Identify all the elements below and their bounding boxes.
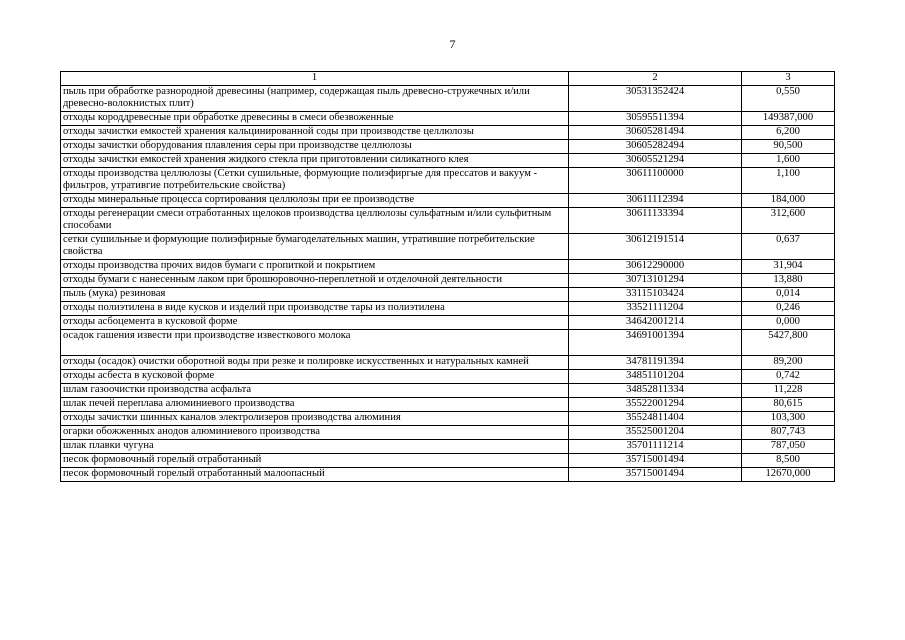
waste-name: отходы зачистки шинных каналов электролизеров производства алюминия xyxy=(61,412,569,426)
table-row xyxy=(61,426,835,440)
waste-name: отходы зачистки оборудования плавления серы при производстве целлюлозы xyxy=(61,140,569,154)
waste-code: 30611112394 xyxy=(569,194,742,208)
waste-amount: 11,228 xyxy=(742,384,835,398)
waste-code: 33115103424 xyxy=(569,288,742,302)
waste-code: 35715001494 xyxy=(569,454,742,468)
page-number: 7 xyxy=(449,37,456,51)
table-row xyxy=(61,168,835,194)
waste-amount: 6,200 xyxy=(742,126,835,140)
waste-name: отходы зачистки емкостей хранения кальцинированной соды при производстве целлюлозы xyxy=(61,126,569,140)
waste-amount: 0,742 xyxy=(742,370,835,384)
table-row xyxy=(61,126,835,140)
waste-name: отходы асбеста в кусковой форме xyxy=(61,370,569,384)
waste-amount: 0,246 xyxy=(742,302,835,316)
waste-table xyxy=(60,71,835,482)
waste-amount: 89,200 xyxy=(742,356,835,370)
waste-amount: 0,550 xyxy=(742,86,835,112)
table-row xyxy=(61,356,835,370)
table-row xyxy=(61,288,835,302)
table-row xyxy=(61,316,835,330)
waste-amount: 31,904 xyxy=(742,260,835,274)
table-row xyxy=(61,370,835,384)
waste-code: 30595511394 xyxy=(569,112,742,126)
table-row xyxy=(61,330,835,356)
table-row xyxy=(61,398,835,412)
waste-amount: 5427,800 xyxy=(742,330,835,356)
waste-name: отходы производства целлюлозы (Сетки сушильные, формующие полиэфиргые для прессатов и вакуум - фильтров, утративгие потребительские свойства) xyxy=(61,168,569,194)
waste-amount: 8,500 xyxy=(742,454,835,468)
table-row xyxy=(61,140,835,154)
waste-code: 34851101204 xyxy=(569,370,742,384)
waste-name: песок формовочный горелый отработанный малоопасный xyxy=(61,468,569,482)
waste-name: отходы короддревесные при обработке древесины в смеси обезвоженные xyxy=(61,112,569,126)
waste-code: 30612191514 xyxy=(569,234,742,260)
waste-name: отходы минеральные процесса сортирования целлюлозы при ее производстве xyxy=(61,194,569,208)
waste-amount: 1,100 xyxy=(742,168,835,194)
waste-amount: 80,615 xyxy=(742,398,835,412)
table-header-row xyxy=(61,72,835,86)
table-row xyxy=(61,454,835,468)
waste-amount: 12670,000 xyxy=(742,468,835,482)
waste-name: шлам газоочистки производства асфальта xyxy=(61,384,569,398)
table-row xyxy=(61,154,835,168)
waste-amount: 13,880 xyxy=(742,274,835,288)
table-row xyxy=(61,384,835,398)
waste-code: 30713101294 xyxy=(569,274,742,288)
waste-amount: 807,743 xyxy=(742,426,835,440)
table-row xyxy=(61,302,835,316)
waste-code: 34852811334 xyxy=(569,384,742,398)
waste-code: 34781191394 xyxy=(569,356,742,370)
waste-amount: 0,637 xyxy=(742,234,835,260)
waste-name: песок формовочный горелый отработанный xyxy=(61,454,569,468)
waste-code: 34691001394 xyxy=(569,330,742,356)
waste-amount: 787,050 xyxy=(742,440,835,454)
waste-name: пыль при обработке разнородной древесины (например, содержащая пыль древесно-стружечных и/или древесно-волокнистых плит) xyxy=(61,86,569,112)
table-row xyxy=(61,274,835,288)
waste-amount: 103,300 xyxy=(742,412,835,426)
waste-amount: 312,600 xyxy=(742,208,835,234)
table-row xyxy=(61,468,835,482)
waste-name: отходы регенерации смеси отработанных щелоков производства целлюлозы сульфатным и/или сульфитным способами xyxy=(61,208,569,234)
waste-code: 30611100000 xyxy=(569,168,742,194)
waste-name: шлак печей переплава алюминиевого производства xyxy=(61,398,569,412)
waste-amount: 149387,000 xyxy=(742,112,835,126)
table-row xyxy=(61,86,835,112)
waste-amount: 90,500 xyxy=(742,140,835,154)
waste-code: 30531352424 xyxy=(569,86,742,112)
waste-code: 35715001494 xyxy=(569,468,742,482)
table-row xyxy=(61,208,835,234)
table-row xyxy=(61,112,835,126)
waste-name: шлак плавки чугуна xyxy=(61,440,569,454)
table-row xyxy=(61,194,835,208)
column-header-2: 2 xyxy=(569,72,742,86)
waste-code: 30605521294 xyxy=(569,154,742,168)
waste-amount: 0,014 xyxy=(742,288,835,302)
waste-amount: 0,000 xyxy=(742,316,835,330)
column-header-1: 1 xyxy=(61,72,569,86)
waste-code: 30605281494 xyxy=(569,126,742,140)
waste-amount: 1,600 xyxy=(742,154,835,168)
waste-code: 34642001214 xyxy=(569,316,742,330)
waste-name: отходы асбоцемента в кусковой форме xyxy=(61,316,569,330)
waste-code: 35524811404 xyxy=(569,412,742,426)
waste-name: сетки сушильные и формующие полиэфирные бумагоделательных машин, утратившие потребительские свойства xyxy=(61,234,569,260)
waste-name: отходы бумаги с нанесенным лаком при брошюровочно-переплетной и отделочной деятельности xyxy=(61,274,569,288)
waste-name: отходы зачистки емкостей хранения жидкого стекла при приготовлении силикатного клея xyxy=(61,154,569,168)
waste-code: 35525001204 xyxy=(569,426,742,440)
waste-name: отходы производства прочих видов бумаги с пропиткой и покрытием xyxy=(61,260,569,274)
waste-name: огарки обожженных анодов алюминиевого производства xyxy=(61,426,569,440)
waste-code: 35522001294 xyxy=(569,398,742,412)
table-row xyxy=(61,260,835,274)
table-row xyxy=(61,440,835,454)
waste-name: пыль (мука) резиновая xyxy=(61,288,569,302)
column-header-3: 3 xyxy=(742,72,835,86)
waste-code: 30612290000 xyxy=(569,260,742,274)
waste-name: отходы (осадок) очистки оборотной воды при резке и полировке искусственных и натуральных камней xyxy=(61,356,569,370)
table-row xyxy=(61,412,835,426)
waste-code: 35701111214 xyxy=(569,440,742,454)
table-row xyxy=(61,234,835,260)
waste-code: 30611133394 xyxy=(569,208,742,234)
waste-name: отходы полиэтилена в виде кусков и изделий при производстве тары из полиэтилена xyxy=(61,302,569,316)
waste-code: 33521111204 xyxy=(569,302,742,316)
waste-amount: 184,000 xyxy=(742,194,835,208)
waste-code: 30605282494 xyxy=(569,140,742,154)
waste-name: осадок гашения извести при производстве известкового молока xyxy=(61,330,569,356)
